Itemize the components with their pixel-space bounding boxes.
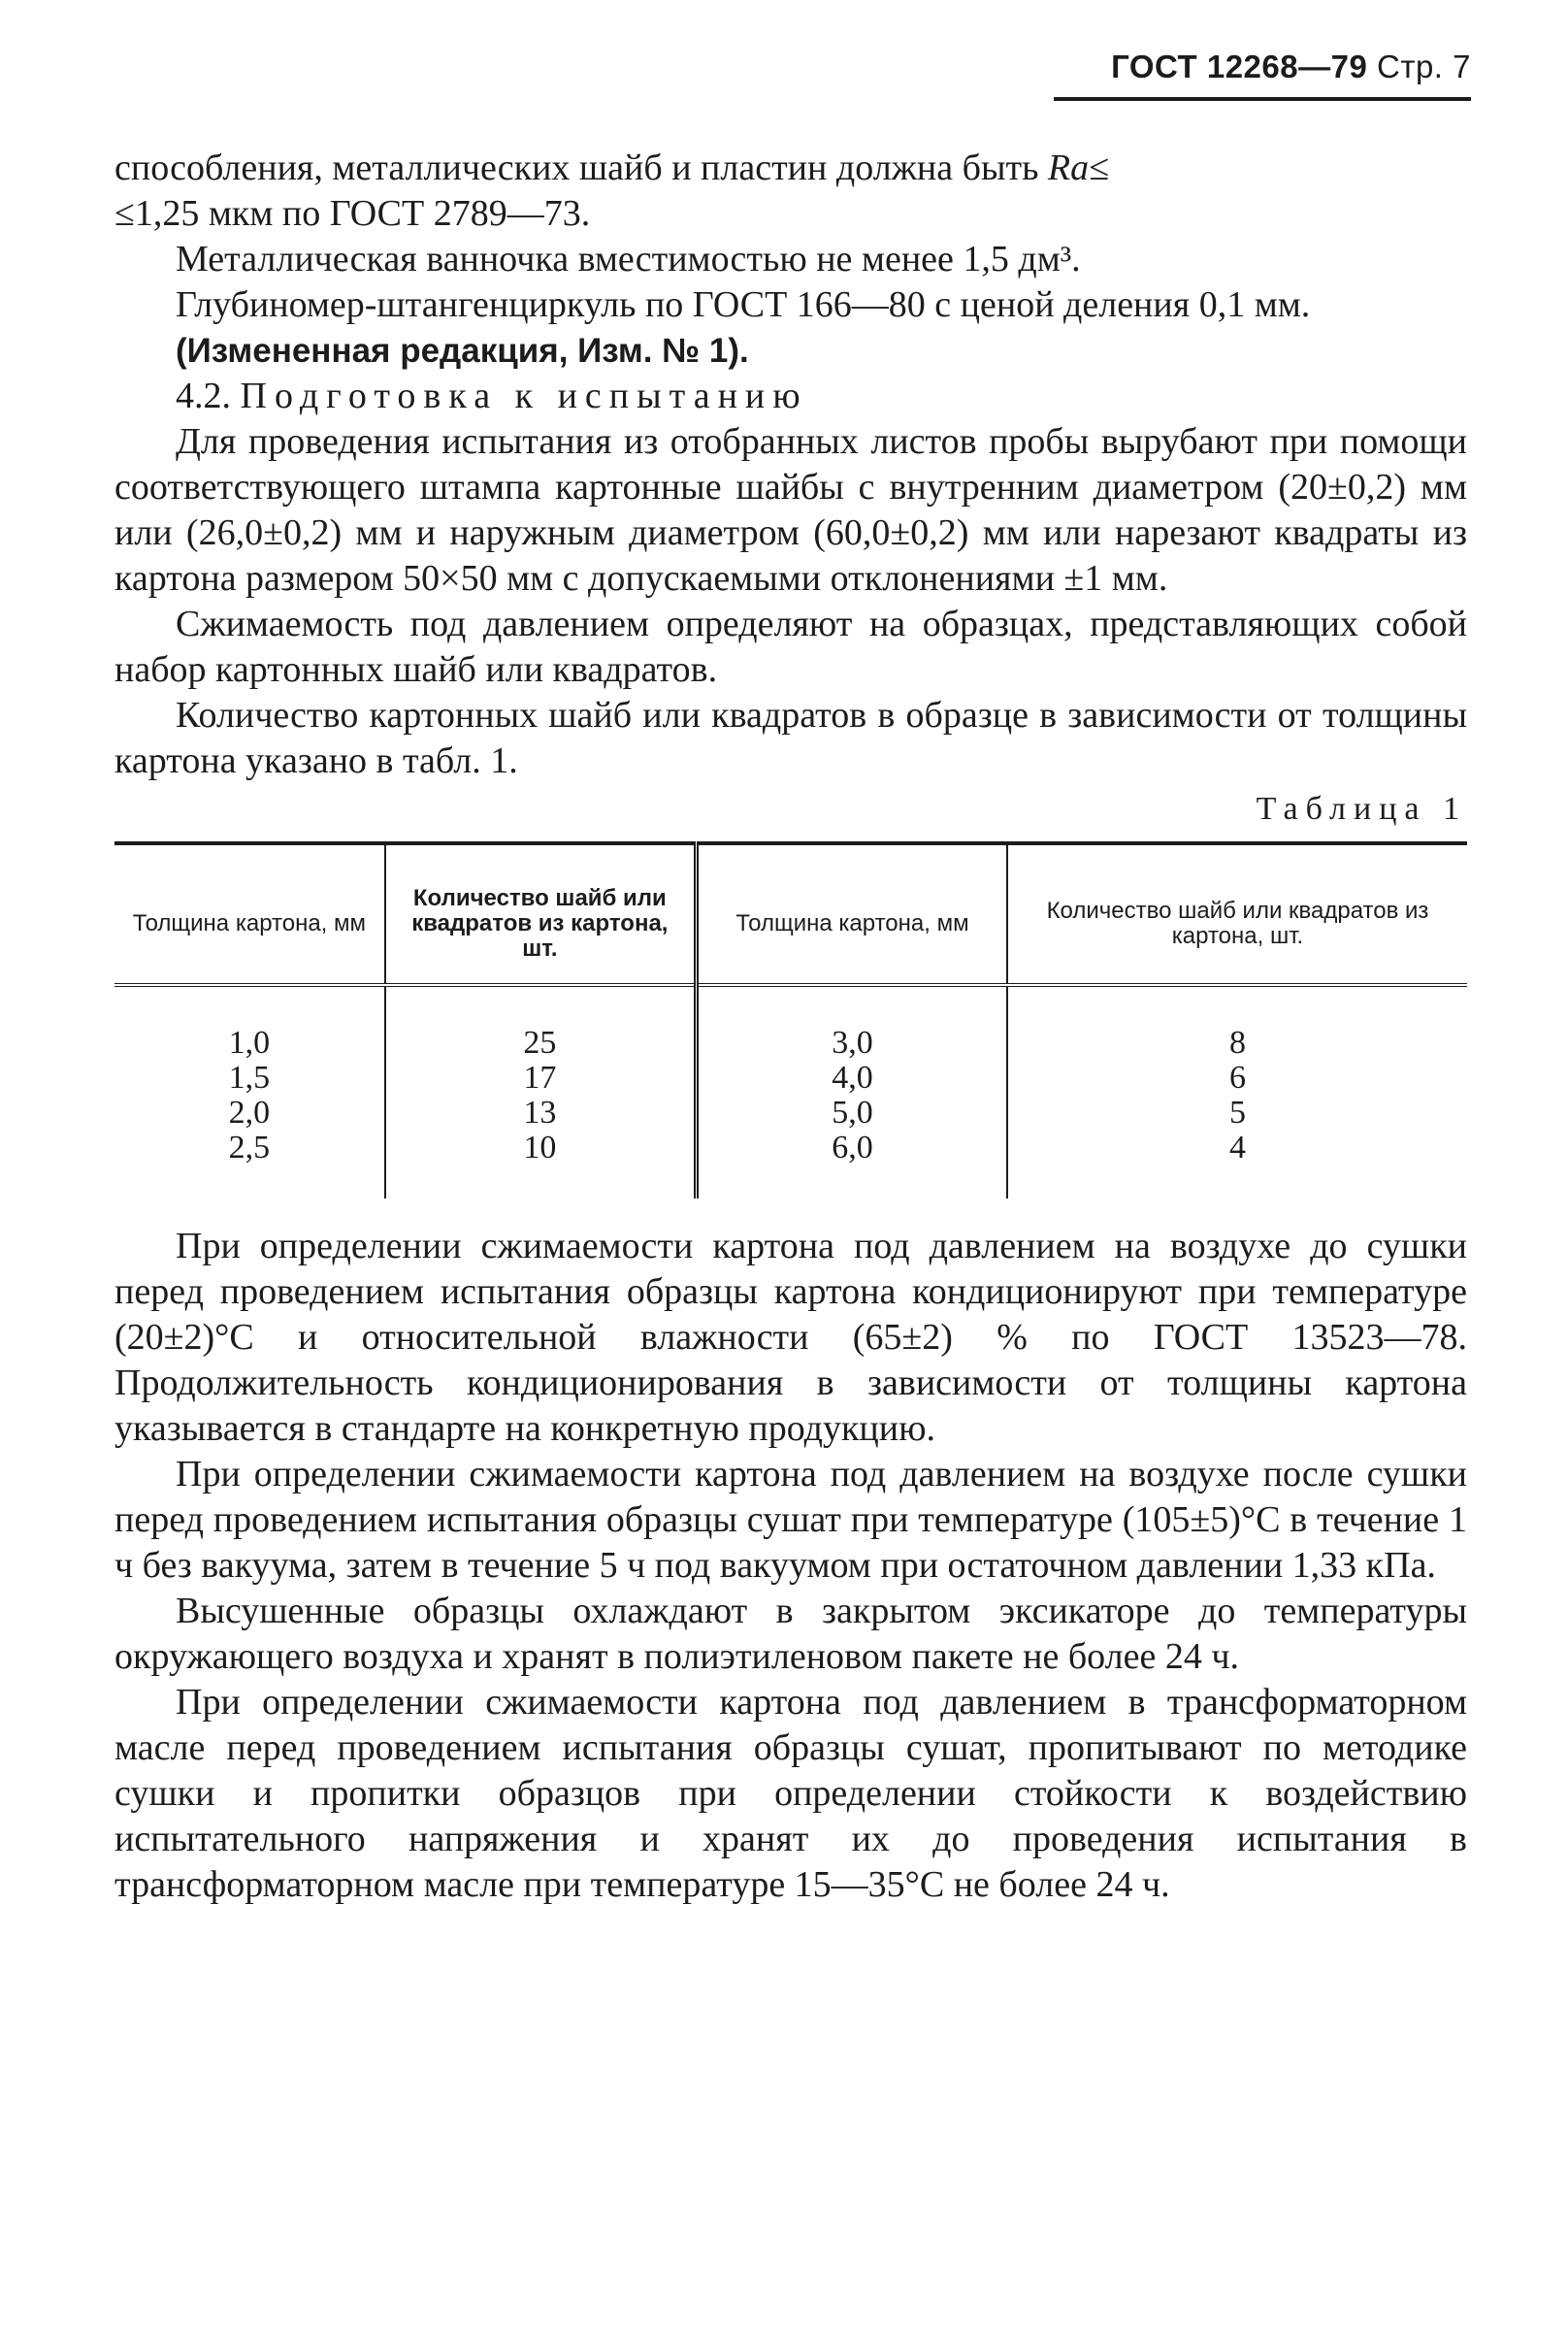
cell-count-values-2: 8 6 5 4 — [1007, 985, 1467, 1198]
page-number: Стр. 7 — [1377, 49, 1471, 84]
table-row — [114, 985, 1467, 1198]
paragraph-sample-count: Количество картонных шайб или квадратов в образце в зависимости от толщины картона указано в табл. 1. — [114, 695, 1467, 781]
section-heading-4-2 — [114, 374, 1467, 419]
header-thickness: Толщина картона, мм — [114, 843, 385, 985]
roughness-symbol: Ra≤ — [1047, 148, 1109, 188]
section-title: Подготовка к испытанию — [240, 376, 808, 416]
paragraph-depth-gauge: Глубиномер-штангенциркуль по ГОСТ 166—80 с ценой деления 0,1 мм. — [176, 284, 1311, 325]
paragraph-drying: При определении сжимаемости картона под давлением на воздухе после сушки перед проведением испытания образцы сушат при температуре (105±5)°С в течение 1 ч без вакуума, затем в течение 5 ч под вакуумом при остаточном давлении 1,33 кПа. — [114, 1454, 1467, 1586]
cell-thickness-values: 1,0 1,5 2,0 2,5 — [228, 1025, 271, 1166]
section-number: 4.2. — [176, 376, 231, 416]
paragraph-sample-cutting: Для проведения испытания из отобранных листов пробы вырубают при помощи соответствующего штампа картонные шайбы с внутренним диаметром (20±0,2) мм или (26,0±0,2) мм и наружным диаметром (60,0±0,2) мм или нарезают квадраты из картона размером 50×50 мм с допускаемыми отклонениями ±1 мм. — [114, 421, 1467, 599]
header-washer-count-2: Количество шайб или квадратов из картона, шт. — [1007, 843, 1467, 985]
paragraph-oil-impregnation: При определении сжимаемости картона под давлением в трансформаторном масле перед проведением испытания образцы сушат, пропитывают по методике сушки и пропитки образцов при определении стойкости к воздействию испытательного напряжения и хранят их до проведения испытания в трансформаторном масле при температуре 15—35°С не более 24 ч. — [114, 1682, 1467, 1905]
cell-count-values: 25 17 13 10 — [385, 985, 697, 1198]
table-1 — [114, 841, 1467, 1198]
text-fragment: способления, металлических шайб и пластин должна быть — [114, 148, 1048, 188]
header-rule — [1054, 97, 1471, 101]
after-table-text — [114, 1224, 1467, 1908]
paragraph-surface-roughness — [114, 146, 1467, 237]
amendment-note: (Измененная редакция, Изм. № 1). — [176, 332, 749, 370]
paragraph-cooling: Высушенные образцы охлаждают в закрытом эксикаторе до температуры окружающего воздуха и хранят в полиэтиленовом пакете не более 24 ч. — [114, 1591, 1467, 1677]
text-fragment: ≤1,25 мкм по ГОСТ 2789—73. — [114, 193, 591, 234]
page-header — [1111, 49, 1471, 85]
table-header-row — [114, 843, 1467, 985]
paragraph-metal-tray: Металлическая ванночка вместимостью не менее 1,5 дм³. — [176, 239, 1081, 279]
header-thickness-2: Толщина картона, мм — [696, 843, 1007, 985]
document-body — [114, 146, 1467, 1908]
standard-number: ГОСТ 12268—79 — [1111, 49, 1368, 84]
paragraph-conditioning: При определении сжимаемости картона под давлением на воздухе до сушки перед проведением испытания образцы картона кондиционируют при температуре (20±2)°С и относительной влажности (65±2) % по ГОСТ 13523—78. Продолжительность кондиционирования в зависимости от толщины картона указывается в стандарте на конкретную продукцию. — [114, 1226, 1467, 1449]
header-washer-count: Количество шайб или квадратов из картона, шт. — [385, 843, 697, 985]
cell-thickness-values-2: 3,0 4,0 5,0 6,0 — [696, 985, 1007, 1198]
paragraph-compressibility: Сжимаемость под давлением определяют на образцах, представляющих собой набор картонных шайб или квадратов. — [114, 604, 1467, 690]
table-caption: Таблица 1 — [1256, 791, 1467, 827]
